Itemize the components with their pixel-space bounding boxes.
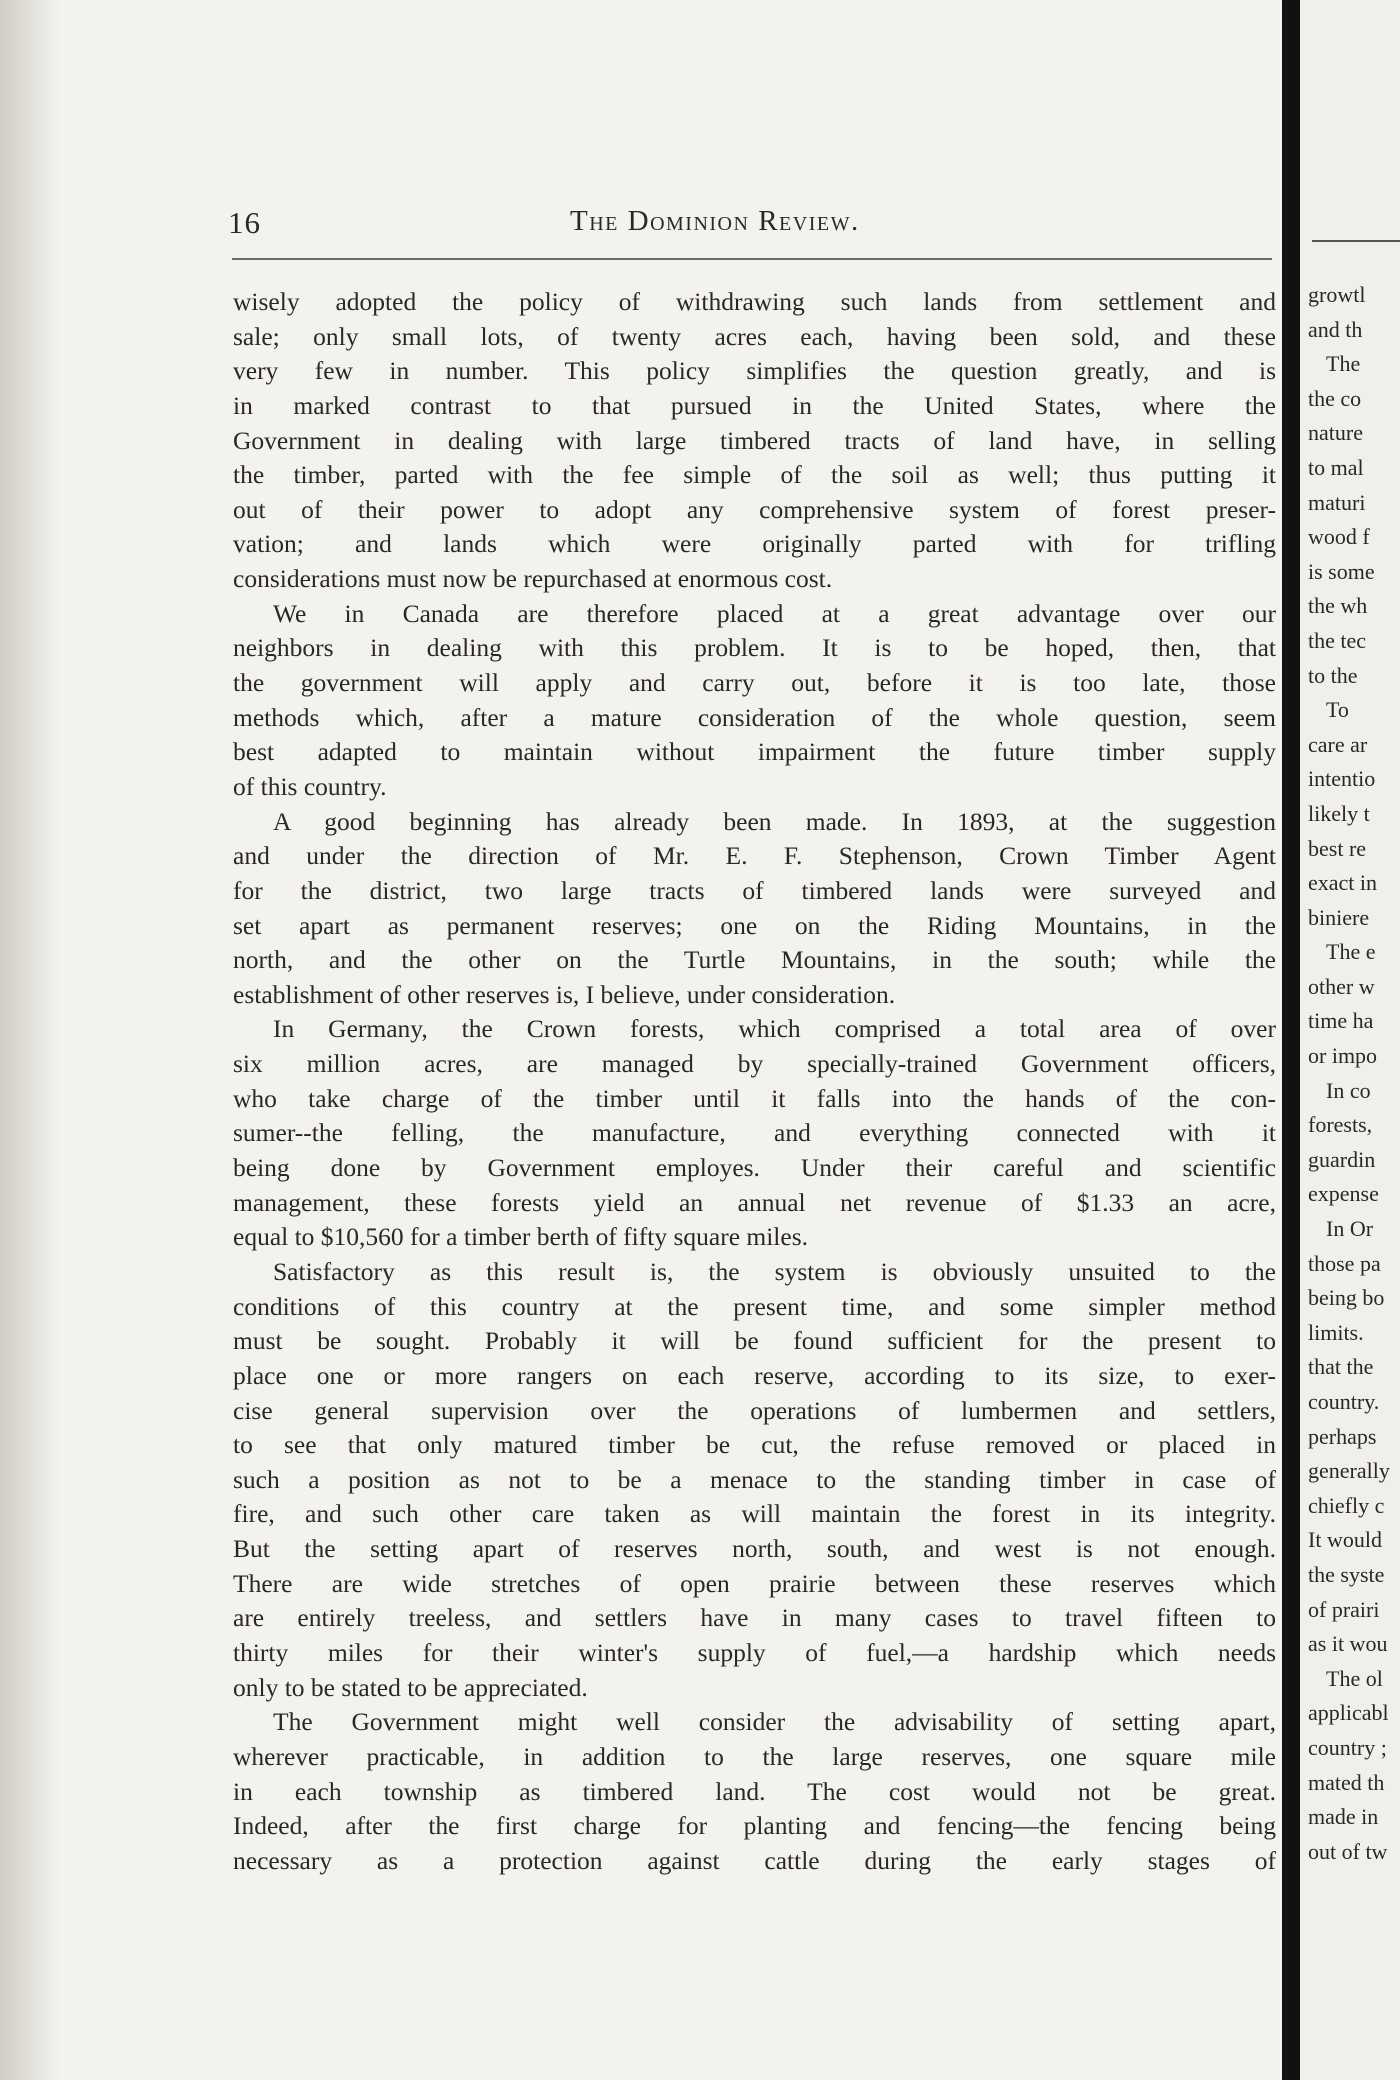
text-line: establishment of other reserves is, I believe, under consideration. — [233, 979, 896, 1009]
page-edge-shadow — [0, 0, 60, 2080]
facing-page-text — [1308, 278, 1400, 1869]
facing-page-line: of prairi — [1308, 1596, 1380, 1622]
facing-page-line: to the — [1308, 662, 1358, 688]
text-line: are entirely treeless, and settlers have in many cases to travel fifteen to — [233, 1603, 1276, 1633]
text-line: very few in number. This policy simplifies the question greatly, and is — [233, 356, 1276, 386]
text-line: equal to $10,560 for a timber berth of fifty square miles. — [233, 1222, 809, 1252]
text-line: north, and the other on the Turtle Mountains, in the south; while the — [233, 945, 1276, 975]
body-text — [233, 285, 1276, 1878]
binding-gutter — [1282, 0, 1300, 2080]
text-line: But the setting apart of reserves north, south, and west is not enough. — [233, 1534, 1276, 1564]
text-line: necessary as a protection against cattle during the early stages of — [233, 1845, 1276, 1875]
text-line: to see that only matured timber be cut, the refuse removed or placed in — [233, 1430, 1276, 1460]
text-line: in marked contrast to that pursued in the United States, where the — [233, 390, 1276, 420]
header-rule — [232, 258, 1272, 260]
text-line: thirty miles for their winter's supply of fuel,—a hardship which needs — [233, 1637, 1276, 1667]
facing-page-line: care ar — [1308, 731, 1368, 757]
text-line: management, these forests yield an annual net revenue of $1.33 an acre, — [233, 1187, 1276, 1217]
text-line: in each township as timbered land. The cost would not be great. — [233, 1776, 1276, 1806]
text-line: such a position as not to be a menace to the standing timber in case of — [233, 1464, 1276, 1494]
facing-page-line: It would — [1308, 1527, 1382, 1553]
text-line: The Government might well consider the advisability of setting apart, — [273, 1707, 1276, 1737]
text-line: A good beginning has already been made. In 1893, at the suggestion — [273, 806, 1276, 836]
text-line: conditions of this country at the present time, and some simpler method — [233, 1291, 1276, 1321]
facing-page-line: to mal — [1308, 454, 1364, 480]
facing-page-line: is some — [1308, 558, 1375, 584]
text-line: set apart as permanent reserves; one on the Riding Mountains, in the — [233, 910, 1276, 940]
text-line: must be sought. Probably it will be found sufficient for the present to — [233, 1326, 1276, 1356]
facing-page-line: applicabl — [1308, 1700, 1389, 1726]
facing-page-line: The e — [1326, 939, 1376, 965]
facing-page-line: the tec — [1308, 627, 1367, 653]
text-line: Satisfactory as this result is, the system is obviously unsuited to the — [273, 1256, 1276, 1286]
facing-page-line: expense — [1308, 1181, 1379, 1207]
facing-page-line: the wh — [1308, 593, 1368, 619]
text-line: In Germany, the Crown forests, which comprised a total area of over — [273, 1014, 1276, 1044]
text-line: considerations must now be repurchased at enormous cost. — [233, 564, 833, 594]
facing-page-line: forests, — [1308, 1112, 1373, 1138]
facing-page-line: likely t — [1308, 800, 1370, 826]
text-line: and under the direction of Mr. E. F. Stephenson, Crown Timber Agent — [233, 841, 1276, 871]
facing-page-line: The — [1326, 351, 1361, 377]
facing-page-line: that the — [1308, 1354, 1374, 1380]
facing-page-line: In Or — [1326, 1216, 1374, 1242]
text-line: six million acres, are managed by specially-trained Government officers, — [233, 1049, 1276, 1079]
facing-page-line: time ha — [1308, 1008, 1374, 1034]
text-line: for the district, two large tracts of timbered lands were surveyed and — [233, 875, 1276, 905]
facing-page-line: made in — [1308, 1804, 1379, 1830]
facing-page — [1300, 0, 1400, 2080]
text-line: out of their power to adopt any comprehensive system of forest preser- — [233, 494, 1276, 524]
text-line: sumer--the felling, the manufacture, and everything connected with it — [233, 1118, 1276, 1148]
text-line: neighbors in dealing with this problem. It is to be hoped, then, that — [233, 633, 1276, 663]
text-line: best adapted to maintain without impairment the future timber supply — [233, 737, 1276, 767]
facing-page-line: being bo — [1308, 1285, 1385, 1311]
facing-page-line: To — [1326, 697, 1349, 723]
text-line: being done by Government employes. Under their careful and scientific — [233, 1153, 1276, 1183]
text-line: place one or more rangers on each reserve, according to its size, to exer- — [233, 1360, 1276, 1390]
facing-page-line: the co — [1308, 385, 1362, 411]
facing-page-line: those pa — [1308, 1250, 1381, 1276]
text-line: Government in dealing with large timbered tracts of land have, in selling — [233, 425, 1276, 455]
text-line: methods which, after a mature consideration of the whole question, seem — [233, 702, 1276, 732]
facing-page-line: and th — [1308, 316, 1363, 342]
text-line: Indeed, after the first charge for planting and fencing—the fencing being — [233, 1811, 1276, 1841]
text-line: sale; only small lots, of twenty acres each, having been sold, and these — [233, 321, 1276, 351]
facing-page-line: limits. — [1308, 1319, 1364, 1345]
text-line: cise general supervision over the operations of lumbermen and settlers, — [233, 1395, 1276, 1425]
facing-page-line: guardin — [1308, 1146, 1376, 1172]
facing-page-line: perhaps — [1308, 1423, 1377, 1449]
facing-page-rule — [1312, 240, 1400, 242]
facing-page-line: wood f — [1308, 524, 1370, 550]
facing-page-line: growtl — [1308, 282, 1366, 307]
facing-page-line: generally — [1308, 1458, 1390, 1484]
facing-page-line: The ol — [1326, 1665, 1383, 1691]
facing-page-line: best re — [1308, 835, 1367, 861]
text-line: wisely adopted the policy of withdrawing such lands from settlement and — [233, 287, 1276, 316]
facing-page-line: nature — [1308, 420, 1363, 446]
text-line: of this country. — [233, 771, 387, 801]
facing-page-line: country ; — [1308, 1734, 1387, 1760]
facing-page-line: the syste — [1308, 1561, 1385, 1587]
facing-page-line: intentio — [1308, 766, 1376, 792]
text-line: vation; and lands which were originally parted with for trifling — [233, 529, 1276, 559]
text-line: the government will apply and carry out, before it is too late, those — [233, 668, 1276, 698]
facing-page-line: other w — [1308, 973, 1375, 999]
facing-page-line: exact in — [1308, 870, 1378, 896]
facing-page-line: or impo — [1308, 1043, 1378, 1069]
facing-page-line: chiefly c — [1308, 1492, 1385, 1518]
text-line: There are wide stretches of open prairie between these reserves which — [233, 1568, 1276, 1598]
text-line: the timber, parted with the fee simple of the soil as well; thus putting it — [233, 460, 1276, 490]
facing-page-line: biniere — [1308, 904, 1370, 930]
text-line: only to be stated to be appreciated. — [233, 1672, 588, 1702]
facing-page-line: mated th — [1308, 1769, 1385, 1795]
facing-page-line: In co — [1326, 1077, 1371, 1103]
facing-page-line: out of tw — [1308, 1838, 1388, 1864]
facing-page-line: country. — [1308, 1389, 1380, 1414]
page-number: 16 — [228, 205, 261, 240]
running-title: The Dominion Review. — [570, 205, 860, 237]
text-line: wherever practicable, in addition to the large reserves, one square mile — [233, 1741, 1276, 1771]
facing-page-line: as it wou — [1308, 1631, 1388, 1657]
text-line: fire, and such other care taken as will maintain the forest in its integrity. — [233, 1499, 1276, 1529]
text-line: We in Canada are therefore placed at a great advantage over our — [273, 598, 1276, 628]
text-line: who take charge of the timber until it falls into the hands of the con- — [233, 1083, 1276, 1113]
facing-page-line: maturi — [1308, 489, 1366, 515]
